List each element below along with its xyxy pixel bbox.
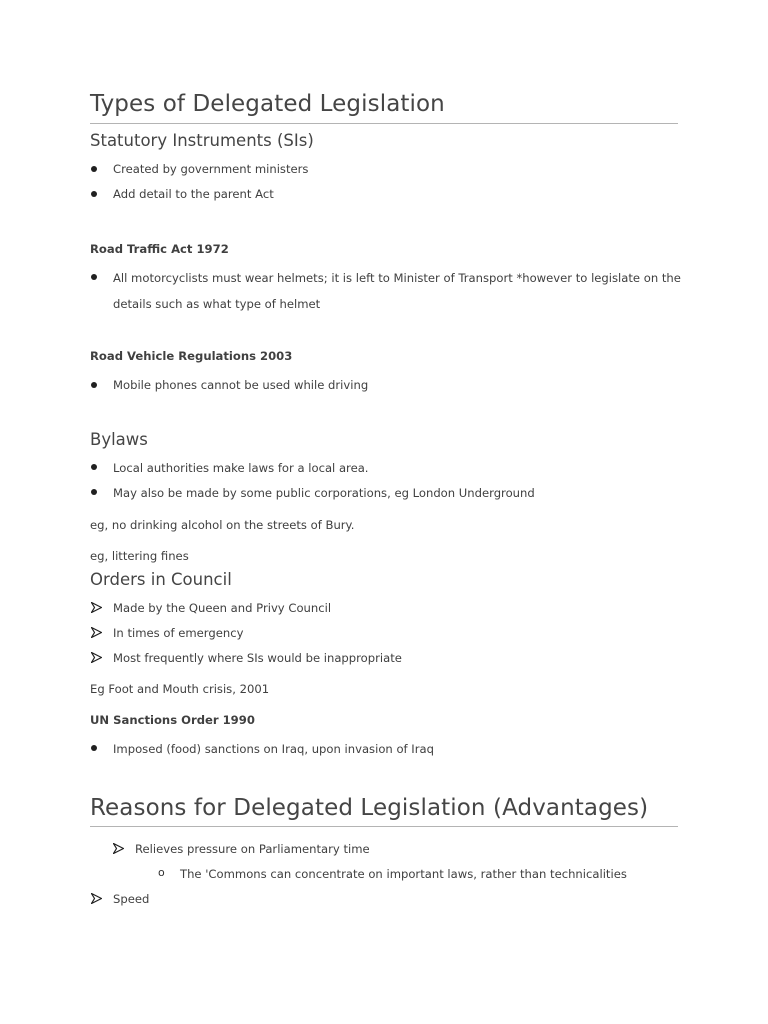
- list-item: Most frequently where SIs would be inappropriate: [113, 651, 402, 665]
- list-item: Add detail to the parent Act: [113, 187, 274, 201]
- arrowhead-bullet-icon: [91, 602, 102, 613]
- section-heading-bylaws: Bylaws: [90, 430, 148, 449]
- subheading-road-vehicle-regulations: Road Vehicle Regulations 2003: [90, 349, 293, 363]
- title-underline: [90, 123, 678, 124]
- list-item: Created by government ministers: [113, 162, 309, 176]
- bullet-icon: [91, 191, 97, 197]
- arrowhead-bullet-icon: [91, 893, 102, 904]
- bullet-icon: [91, 745, 97, 751]
- arrowhead-bullet-icon: [91, 627, 102, 638]
- subheading-road-traffic-act: Road Traffic Act 1972: [90, 242, 229, 256]
- list-item-continuation: details such as what type of helmet: [113, 297, 321, 311]
- example-text: eg, littering fines: [90, 549, 189, 563]
- list-item: Relieves pressure on Parliamentary time: [135, 842, 370, 856]
- bullet-icon: [91, 166, 97, 172]
- arrowhead-bullet-icon: [113, 843, 124, 854]
- list-item: Speed: [113, 892, 150, 906]
- section-heading-orders-in-council: Orders in Council: [90, 570, 232, 589]
- list-item: In times of emergency: [113, 626, 244, 640]
- bullet-icon: [91, 464, 97, 470]
- sub-list-item: The 'Commons can concentrate on important laws, rather than technicalities: [180, 867, 627, 881]
- bullet-icon: [91, 274, 97, 280]
- arrowhead-bullet-icon: [91, 652, 102, 663]
- example-text: Eg Foot and Mouth crisis, 2001: [90, 682, 270, 696]
- hollow-circle-bullet-icon: o: [158, 866, 165, 879]
- list-item: All motorcyclists must wear helmets; it is left to Minister of Transport *however to legislate on the: [113, 271, 681, 285]
- list-item: Mobile phones cannot be used while driving: [113, 378, 369, 392]
- list-item: May also be made by some public corporations, eg London Underground: [113, 486, 535, 500]
- title-underline: [90, 826, 678, 827]
- subheading-un-sanctions-order: UN Sanctions Order 1990: [90, 713, 255, 727]
- list-item: Imposed (food) sanctions on Iraq, upon invasion of Iraq: [113, 742, 434, 756]
- bullet-icon: [91, 489, 97, 495]
- section-heading-statutory-instruments: Statutory Instruments (SIs): [90, 131, 314, 150]
- bullet-icon: [91, 382, 97, 388]
- page-title: Types of Delegated Legislation: [90, 91, 445, 117]
- example-text: eg, no drinking alcohol on the streets of Bury.: [90, 518, 355, 532]
- section-title-reasons: Reasons for Delegated Legislation (Advantages): [90, 795, 649, 821]
- list-item: Local authorities make laws for a local area.: [113, 461, 369, 475]
- list-item: Made by the Queen and Privy Council: [113, 601, 332, 615]
